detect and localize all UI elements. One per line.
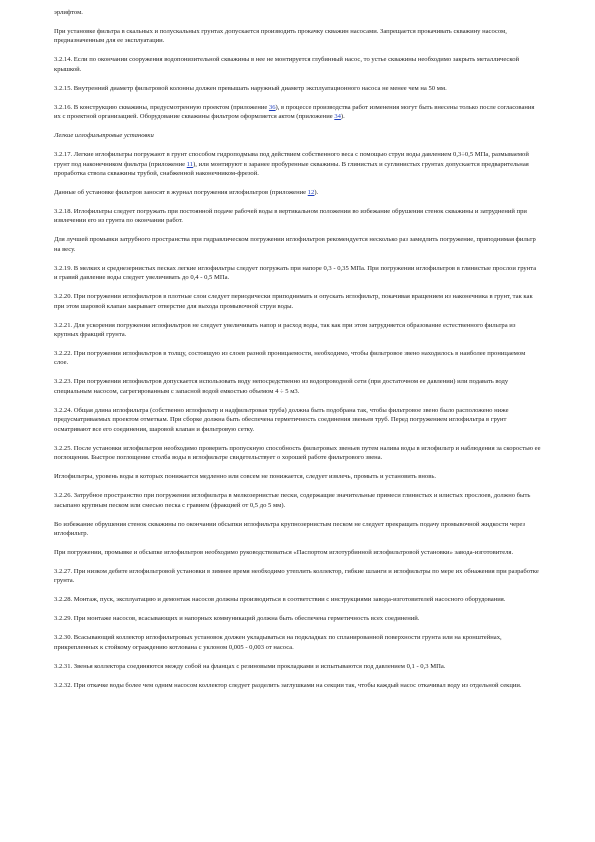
- paragraph: [54, 321, 541, 340]
- paragraph-text: Данные об установке фильтров заносят в журнал погружения иглофильтров (приложение: [54, 189, 308, 197]
- paragraph: [54, 681, 541, 690]
- paragraph-gap: [54, 254, 541, 264]
- paragraph-text: 3.2.31. Звенья коллектора соединяются между собой на фланцах с резиновыми прокладками и испытываются под давлением 0,1 - 0,3 МПа.: [54, 662, 446, 670]
- paragraph-gap: [54, 17, 541, 27]
- paragraph-text: При установке фильтра в скальных и полускальных грунтах допускается производить прокачку скважин насосами. Запрещается прокачивать скважину насосом, предназначенным для ее эксплуатации.: [54, 28, 507, 45]
- paragraph: [54, 103, 541, 122]
- paragraph-gap: [54, 605, 541, 615]
- paragraph: [54, 614, 541, 623]
- section-heading: [54, 131, 541, 140]
- paragraph-gap: [54, 368, 541, 378]
- paragraph-text: 3.2.28. Монтаж, пуск, эксплуатацию и демонтаж насосов должны производиться в соответствии с инструкциями завода-изготовителей насосного оборудования.: [54, 596, 506, 604]
- paragraph-gap: [54, 74, 541, 84]
- paragraph: [54, 8, 541, 17]
- paragraph-gap: [54, 463, 541, 473]
- paragraph: [54, 188, 541, 197]
- paragraph-text: 3.2.17. Легкие иглофильтры погружают в грунт способом гидроподмыва под действием собственного веса с помощью струи воды давлением 0,3÷0,5 МПа, размываемой грунт под наконечником фильтра (приложение: [54, 151, 529, 168]
- paragraph: [54, 491, 541, 510]
- paragraph-text: эрлифтом.: [54, 9, 83, 16]
- paragraph-text: ).: [340, 113, 345, 121]
- paragraph-text: 3.2.24. Общая длина иглофильтра (собственно иглофильтр и надфильтровая труба) должна быть подобрана так, чтобы фильтровое звено было расположено ниже предусматриваемых проектом отметкам. При сборке должна быть обеспечена герметичность соединения звеньев труб. Перед погружением иглофильтра в грунт осматривают все его соединения, шаровой клапан и фильтровую сетку.: [54, 406, 509, 433]
- paragraph: [54, 292, 541, 311]
- paragraph-text: При погружении, промывке и обсыпке иглофильтров необходимо руководствоваться «Паспортом иглотурбинной иглофильтровой установки» завода-изготовителя.: [54, 548, 514, 556]
- paragraph-text: 3.2.29. При монтаже насосов, всасывающих и напорных коммуникаций должна быть обеспечена герметичность всех соединений.: [54, 615, 420, 623]
- paragraph-gap: [54, 671, 541, 681]
- paragraph: [54, 55, 541, 74]
- appendix-link[interactable]: 34: [334, 113, 341, 121]
- paragraph-text: 3.2.30. Всасывающий коллектор иглофильтровых установок должен укладываться на подкладках по спланированной поверхности грунта или на кронштейнах, прикрепленных к стойкому ограждению котлована с уклоном 0,005 - 0,003 от насоса.: [54, 634, 502, 651]
- paragraph-gap: [54, 122, 541, 132]
- paragraph: [54, 377, 541, 396]
- paragraph-text: Для лучшей промывки затрубного пространства при гидравлическом погружении иглофильтров рекомендуется несколько раз замедлить погружение, приподнимая фильтр на весу.: [54, 236, 536, 253]
- paragraph: [54, 595, 541, 604]
- paragraph-text: 3.2.19. В мелких и среднезернистых песках легкие иглофильтры следует погружать при напоре 0,3 - 0,35 МПа. При погружении иглофильтров в глинистые прослои грунта и гравий давление воды следует увеличивать до 0,4 - 0,5 МПа.: [54, 264, 537, 282]
- paragraph: [54, 150, 541, 178]
- paragraph: [54, 349, 541, 368]
- paragraph-gap: [54, 197, 541, 207]
- paragraph: [54, 633, 541, 652]
- paragraph-gap: [54, 538, 541, 548]
- paragraph-gap: [54, 652, 541, 662]
- paragraph-text: Во избежание обрушения стенок скважины по окончании обсыпки иглофильтра крупнозернистым песком не следует прекращать подачу промывочной жидкости через иглофильтр.: [54, 520, 525, 537]
- appendix-link[interactable]: 36: [268, 103, 276, 111]
- paragraph-gap: [54, 93, 541, 103]
- paragraph-gap: [54, 339, 541, 349]
- paragraph-text: 3.2.22. При погружении иглофильтров в толщу, состоящую из слоев разной проницаемости, необходимо, чтобы фильтровое звено находилось в наиболее проницаемом слое.: [54, 350, 526, 367]
- paragraph-gap: [54, 396, 541, 406]
- paragraph: [54, 472, 541, 481]
- paragraph: [54, 207, 541, 226]
- paragraph: [54, 548, 541, 557]
- paragraph-gap: [54, 178, 541, 188]
- paragraph-text: 3.2.16. В конструкцию скважины, предусмотренную проектом (приложение: [54, 103, 269, 111]
- paragraph-text: ).: [314, 189, 319, 197]
- appendix-link[interactable]: 12: [307, 189, 315, 197]
- paragraph: [54, 520, 541, 539]
- paragraph-text: 3.2.32. При откачке воды более чем одним насосом коллектор следует разделить заглушками на секции так, чтобы каждый насос откачивал воду из отдельной секции.: [54, 681, 522, 689]
- paragraph-gap: [54, 226, 541, 236]
- paragraph-text: 3.2.21. Для ускорения погружения иглофильтров не следует увеличивать напор и расход воды, так как при этом затрудняется образование естественного фильтра из крупных фракций грунта.: [54, 321, 516, 339]
- paragraph-text: 3.2.26. Затрубное пространство при погружении иглофильтра в мелкозернистые пески, содержащие значительные примеси глинистых и илистых прослоев, должно быть засыпано крупным песком или смесью песка с гравием (фракцией от 0,5 до 5 мм).: [54, 492, 531, 509]
- paragraph: [54, 444, 541, 463]
- paragraph-gap: [54, 46, 541, 56]
- paragraph: [54, 264, 541, 283]
- paragraph-gap: [54, 586, 541, 596]
- paragraph-gap: [54, 482, 541, 492]
- paragraph-text: 3.2.27. При низком дебите иглофильтровой установки в зимнее время необходимо утеплить коллектор, гибкие шланги и иглофильтры по мере их обнажения при разработке грунта.: [54, 567, 539, 585]
- paragraph: [54, 406, 541, 434]
- paragraph: [54, 567, 541, 586]
- paragraph-gap: [54, 510, 541, 520]
- paragraph-text: 3.2.23. При погружении иглофильтров допускается использовать воду непосредственно из водопроводной сети (при достаточном ее давлении) или подавать воду специальным насосом, сагрегированным с запасной водой емкостью объемом 4 ÷ 5 м3.: [54, 378, 509, 395]
- appendix-link[interactable]: 11: [186, 160, 194, 168]
- paragraph-gap: [54, 434, 541, 444]
- paragraph-text: Иглофильтры, уровень воды в которых понижается медленно или совсем не понижается, следует извлечь, промыть и установить вновь.: [54, 473, 437, 481]
- paragraph-gap: [54, 283, 541, 293]
- paragraph-text: Легкие иглофильтровые установки: [54, 132, 154, 140]
- paragraph: [54, 84, 541, 93]
- paragraph: [54, 235, 541, 254]
- paragraph-text: 3.2.14. Если по окончании сооружения водопонизительной скважины в нее не монтируется глубинный насос, то устье скважины необходимо закрыть металлической крышкой.: [54, 56, 520, 73]
- paragraph: [54, 27, 541, 46]
- paragraph-text: 3.2.18. Иглофильтры следует погружать при постоянной подаче рабочей воды в вертикальном положении во избежание обрушения стенок скважины и затруднений при извлечении его из грунта по окончании работ.: [54, 208, 527, 225]
- paragraph-text: 3.2.15. Внутренний диаметр фильтровой колонны должен превышать наружный диаметр эксплуатационного насоса не менее чем на 50 мм.: [54, 84, 447, 92]
- paragraph-gap: [54, 557, 541, 567]
- paragraph-text: 3.2.20. При погружении иглофильтров в плотные слои следует периодически приподнимать и опускать иглофильтр, покачивая вращением из наконечника в грунт, так как при этом шаровой клапан закрывает отверстие для выхода промывочной струи воды.: [54, 293, 533, 310]
- paragraph-text: ), в процессе производства работ изменения могут быть внесены только после согласования их с проектной организацией. Оборудование скважины фильтром оформляется актом (приложение: [54, 103, 535, 121]
- paragraph-gap: [54, 624, 541, 634]
- paragraph-text: 3.2.25. После установки иглофильтров необходимо проверить пропускную способность фильтровых звеньев путем налива воды в иглофильтр и наблюдения за скоростью ее поглощения. Быстрое поглощение столба воды в иглофильтре свидетельствует о хорошей работе фильтрового звена.: [54, 444, 541, 462]
- paragraph-gap: [54, 311, 541, 321]
- paragraph-gap: [54, 141, 541, 151]
- paragraph: [54, 662, 541, 671]
- paragraph-text: ), или монтируют в заранее пробуренные скважины. В глинистых и суглинистых грунтах допускается предварительная проработка ствола скважины трубой, снабженной наконечником-фрезой.: [54, 160, 529, 178]
